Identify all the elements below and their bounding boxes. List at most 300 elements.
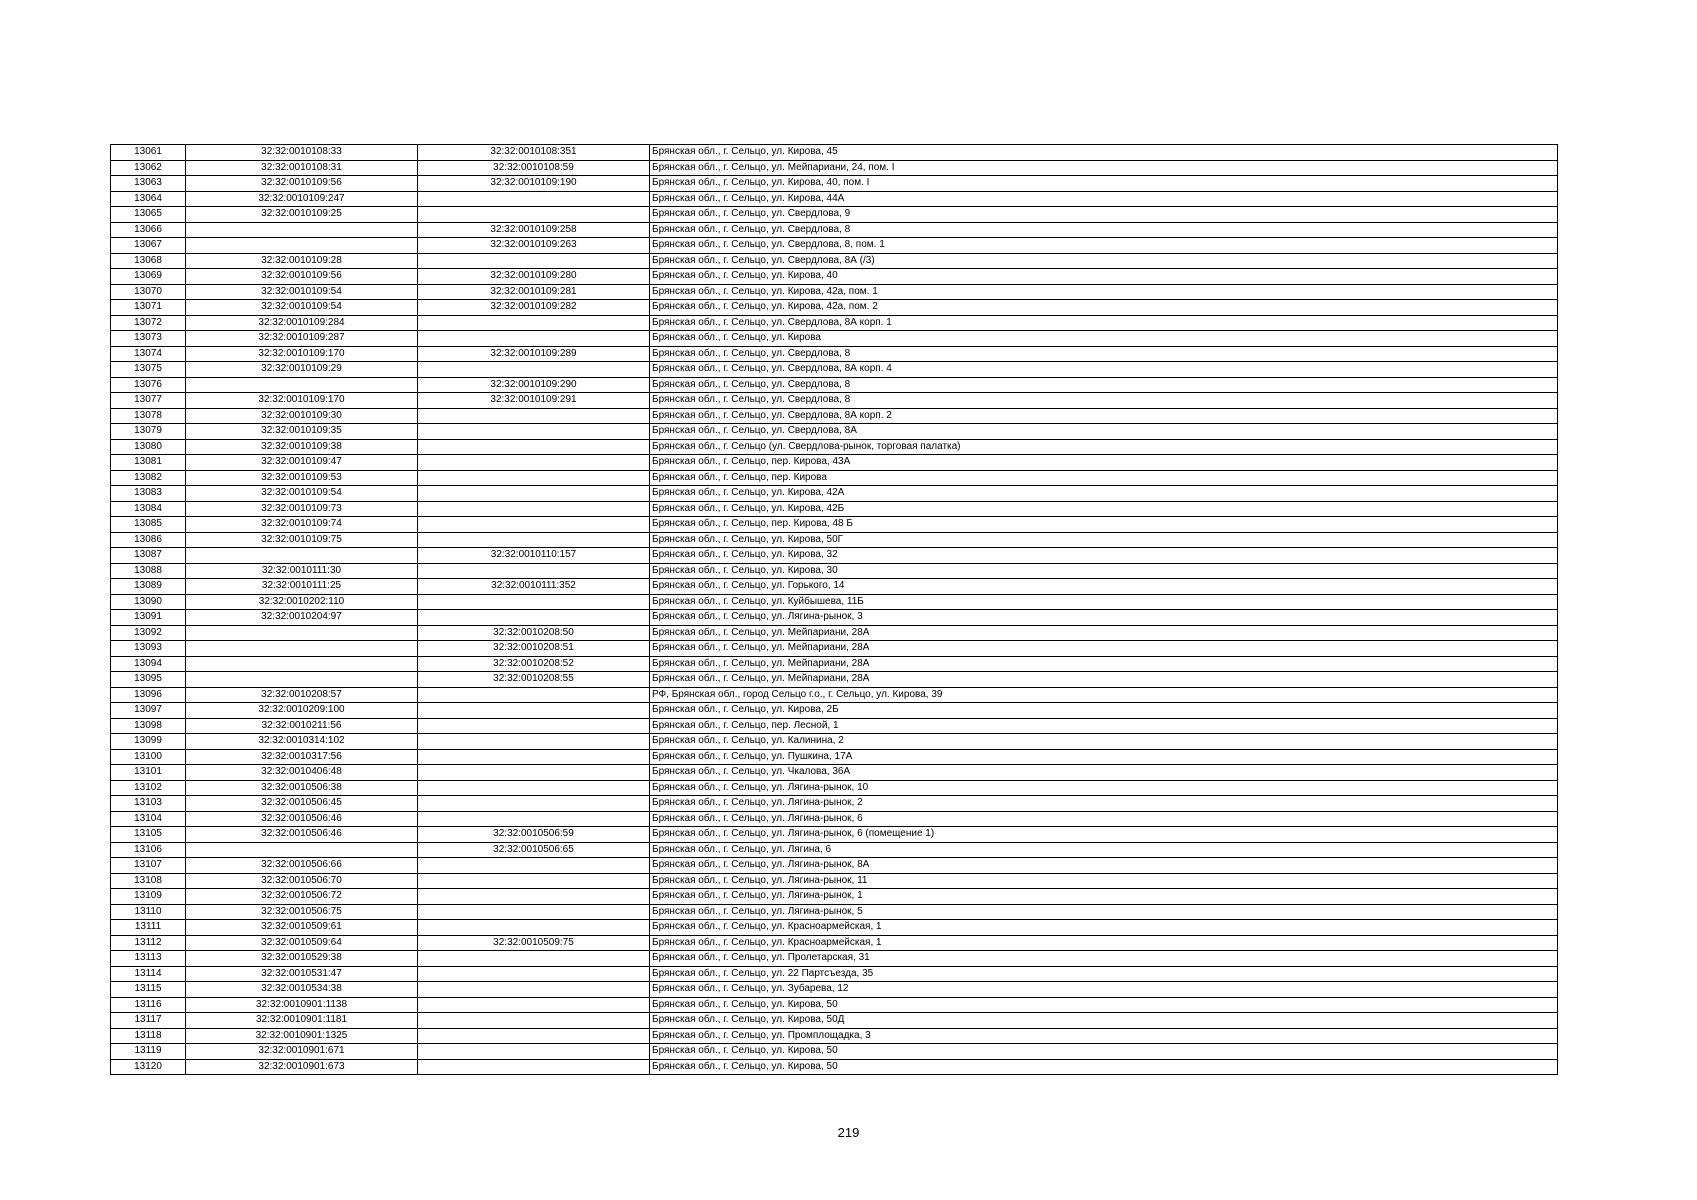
address-cell: Брянская обл., г. Сельцо, ул. Кирова, 44А [650,191,1558,207]
table-row [111,796,1558,812]
object-cadastral-number-cell [418,191,650,207]
registry-table [110,144,1558,1075]
row-number-cell: 13079 [111,424,186,440]
row-number-cell: 13120 [111,1059,186,1075]
table-row [111,408,1558,424]
table-row [111,873,1558,889]
table-row [111,424,1558,440]
land-cadastral-number-cell: 32:32:0010506:46 [186,811,418,827]
table-row [111,672,1558,688]
land-cadastral-number-cell: 32:32:0010506:66 [186,858,418,874]
row-number-cell: 13075 [111,362,186,378]
address-cell: Брянская обл., г. Сельцо, ул. Кирова, 42а, пом. 2 [650,300,1558,316]
land-cadastral-number-cell [186,548,418,564]
object-cadastral-number-cell [418,982,650,998]
object-cadastral-number-cell [418,904,650,920]
object-cadastral-number-cell: 32:32:0010509:75 [418,935,650,951]
address-cell: Брянская обл., г. Сельцо, пер. Лесной, 1 [650,718,1558,734]
object-cadastral-number-cell: 32:32:0010110:157 [418,548,650,564]
object-cadastral-number-cell [418,532,650,548]
address-cell: Брянская обл., г. Сельцо, ул. Кирова, 40 [650,269,1558,285]
object-cadastral-number-cell [418,439,650,455]
land-cadastral-number-cell: 32:32:0010111:25 [186,579,418,595]
land-cadastral-number-cell: 32:32:0010109:75 [186,532,418,548]
row-number-cell: 13087 [111,548,186,564]
address-cell: Брянская обл., г. Сельцо, ул. Кирова, 50Д [650,1013,1558,1029]
object-cadastral-number-cell [418,207,650,223]
table-row [111,176,1558,192]
object-cadastral-number-cell: 32:32:0010109:282 [418,300,650,316]
land-cadastral-number-cell: 32:32:0010531:47 [186,966,418,982]
land-cadastral-number-cell: 32:32:0010109:56 [186,176,418,192]
row-number-cell: 13066 [111,222,186,238]
table-row [111,207,1558,223]
table-row [111,532,1558,548]
row-number-cell: 13070 [111,284,186,300]
land-cadastral-number-cell: 32:32:0010901:1325 [186,1028,418,1044]
row-number-cell: 13099 [111,734,186,750]
address-cell: Брянская обл., г. Сельцо, ул. Мейпариани, 28А [650,672,1558,688]
table-row [111,780,1558,796]
object-cadastral-number-cell: 32:32:0010109:190 [418,176,650,192]
land-cadastral-number-cell: 32:32:0010406:48 [186,765,418,781]
land-cadastral-number-cell: 32:32:0010108:31 [186,160,418,176]
row-number-cell: 13102 [111,780,186,796]
row-number-cell: 13083 [111,486,186,502]
object-cadastral-number-cell [418,331,650,347]
row-number-cell: 13111 [111,920,186,936]
table-row [111,594,1558,610]
land-cadastral-number-cell: 32:32:0010109:54 [186,486,418,502]
row-number-cell: 13072 [111,315,186,331]
object-cadastral-number-cell: 32:32:0010109:289 [418,346,650,362]
land-cadastral-number-cell: 32:32:0010108:33 [186,145,418,161]
object-cadastral-number-cell: 32:32:0010108:59 [418,160,650,176]
row-number-cell: 13091 [111,610,186,626]
address-cell: Брянская обл., г. Сельцо, ул. Пролетарская, 31 [650,951,1558,967]
address-cell: Брянская обл., г. Сельцо, пер. Кирова [650,470,1558,486]
address-cell: Брянская обл., г. Сельцо, ул. Красноармейская, 1 [650,920,1558,936]
land-cadastral-number-cell: 32:32:0010529:38 [186,951,418,967]
address-cell: Брянская обл., г. Сельцо, ул. Чкалова, 36А [650,765,1558,781]
row-number-cell: 13105 [111,827,186,843]
land-cadastral-number-cell [186,842,418,858]
address-cell: Брянская обл., г. Сельцо, ул. Горького, 14 [650,579,1558,595]
table-row [111,579,1558,595]
land-cadastral-number-cell: 32:32:0010506:72 [186,889,418,905]
table-row [111,269,1558,285]
address-cell: Брянская обл., г. Сельцо, ул. Мейпариани, 28А [650,641,1558,657]
table-row [111,300,1558,316]
land-cadastral-number-cell [186,625,418,641]
table-row [111,1013,1558,1029]
address-cell: Брянская обл., г. Сельцо, ул. Кирова, 2Б [650,703,1558,719]
object-cadastral-number-cell [418,858,650,874]
address-cell: Брянская обл., г. Сельцо, ул. Кирова, 50 [650,1044,1558,1060]
address-cell: Брянская обл., г. Сельцо, ул. Свердлова, 8А [650,424,1558,440]
table-row [111,377,1558,393]
row-number-cell: 13071 [111,300,186,316]
row-number-cell: 13113 [111,951,186,967]
object-cadastral-number-cell: 32:32:0010208:55 [418,672,650,688]
table-row [111,842,1558,858]
land-cadastral-number-cell: 32:32:0010204:97 [186,610,418,626]
land-cadastral-number-cell: 32:32:0010109:247 [186,191,418,207]
row-number-cell: 13073 [111,331,186,347]
table-row [111,238,1558,254]
object-cadastral-number-cell [418,610,650,626]
row-number-cell: 13074 [111,346,186,362]
address-cell: Брянская обл., г. Сельцо, ул. Лягина, 6 [650,842,1558,858]
table-row [111,935,1558,951]
table-row [111,191,1558,207]
row-number-cell: 13092 [111,625,186,641]
address-cell: Брянская обл., г. Сельцо, ул. Лягина-рынок, 8А [650,858,1558,874]
table-row [111,470,1558,486]
address-cell: Брянская обл., г. Сельцо, ул. Свердлова, 8А (/3) [650,253,1558,269]
table-row [111,563,1558,579]
address-cell: Брянская обл., г. Сельцо, ул. Куйбышева, 11Б [650,594,1558,610]
address-cell: Брянская обл., г. Сельцо, ул. Кирова, 42А [650,486,1558,502]
row-number-cell: 13094 [111,656,186,672]
land-cadastral-number-cell: 32:32:0010109:54 [186,284,418,300]
object-cadastral-number-cell: 32:32:0010111:352 [418,579,650,595]
address-cell: Брянская обл., г. Сельцо, ул. Лягина-рынок, 10 [650,780,1558,796]
table-row [111,1044,1558,1060]
land-cadastral-number-cell: 32:32:0010534:38 [186,982,418,998]
land-cadastral-number-cell: 32:32:0010506:38 [186,780,418,796]
land-cadastral-number-cell: 32:32:0010109:284 [186,315,418,331]
object-cadastral-number-cell [418,765,650,781]
object-cadastral-number-cell [418,889,650,905]
table-row [111,222,1558,238]
land-cadastral-number-cell: 32:32:0010509:64 [186,935,418,951]
page-number: 219 [837,1125,860,1140]
address-cell: Брянская обл., г. Сельцо, ул. Кирова, 45 [650,145,1558,161]
land-cadastral-number-cell: 32:32:0010209:100 [186,703,418,719]
object-cadastral-number-cell [418,455,650,471]
row-number-cell: 13118 [111,1028,186,1044]
land-cadastral-number-cell: 32:32:0010901:1181 [186,1013,418,1029]
table-row [111,827,1558,843]
table-row [111,548,1558,564]
row-number-cell: 13106 [111,842,186,858]
address-cell: Брянская обл., г. Сельцо, ул. Свердлова, 8 [650,346,1558,362]
address-cell: Брянская обл., г. Сельцо, ул. Кирова, 50Г [650,532,1558,548]
row-number-cell: 13068 [111,253,186,269]
land-cadastral-number-cell [186,656,418,672]
address-cell: Брянская обл., г. Сельцо, ул. Кирова, 40, пом. I [650,176,1558,192]
object-cadastral-number-cell [418,811,650,827]
address-cell: Брянская обл., г. Сельцо, ул. Кирова [650,331,1558,347]
object-cadastral-number-cell: 32:32:0010506:59 [418,827,650,843]
land-cadastral-number-cell: 32:32:0010109:170 [186,346,418,362]
row-number-cell: 13080 [111,439,186,455]
row-number-cell: 13088 [111,563,186,579]
object-cadastral-number-cell: 32:32:0010208:51 [418,641,650,657]
address-cell: Брянская обл., г. Сельцо, пер. Кирова, 48 Б [650,517,1558,533]
table-row [111,734,1558,750]
table-row [111,765,1558,781]
row-number-cell: 13101 [111,765,186,781]
row-number-cell: 13065 [111,207,186,223]
object-cadastral-number-cell [418,408,650,424]
object-cadastral-number-cell [418,780,650,796]
table-row [111,253,1558,269]
table-row [111,315,1558,331]
object-cadastral-number-cell: 32:32:0010208:50 [418,625,650,641]
land-cadastral-number-cell: 32:32:0010208:57 [186,687,418,703]
table-row [111,160,1558,176]
row-number-cell: 13108 [111,873,186,889]
address-cell: Брянская обл., г. Сельцо, ул. Лягина-рынок, 6 (помещение 1) [650,827,1558,843]
object-cadastral-number-cell [418,424,650,440]
table-row [111,362,1558,378]
table-row [111,889,1558,905]
row-number-cell: 13115 [111,982,186,998]
object-cadastral-number-cell [418,486,650,502]
table-row [111,610,1558,626]
table-row [111,439,1558,455]
land-cadastral-number-cell: 32:32:0010109:73 [186,501,418,517]
table-row [111,1059,1558,1075]
table-row [111,501,1558,517]
land-cadastral-number-cell: 32:32:0010109:25 [186,207,418,223]
land-cadastral-number-cell: 32:32:0010317:56 [186,749,418,765]
address-cell: Брянская обл., г. Сельцо, ул. Лягина-рынок, 11 [650,873,1558,889]
land-cadastral-number-cell: 32:32:0010109:170 [186,393,418,409]
address-cell: Брянская обл., г. Сельцо, ул. Кирова, 50 [650,997,1558,1013]
address-cell: Брянская обл., г. Сельцо, ул. Мейпариани, 28А [650,625,1558,641]
table-row [111,346,1558,362]
row-number-cell: 13107 [111,858,186,874]
address-cell: Брянская обл., г. Сельцо, ул. Мейпариани, 24, пом. I [650,160,1558,176]
object-cadastral-number-cell [418,1028,650,1044]
row-number-cell: 13067 [111,238,186,254]
land-cadastral-number-cell [186,377,418,393]
object-cadastral-number-cell: 32:32:0010109:258 [418,222,650,238]
table-row [111,145,1558,161]
object-cadastral-number-cell [418,594,650,610]
table-row [111,393,1558,409]
address-cell: Брянская обл., г. Сельцо, ул. Кирова, 30 [650,563,1558,579]
object-cadastral-number-cell: 32:32:0010208:52 [418,656,650,672]
land-cadastral-number-cell [186,672,418,688]
land-cadastral-number-cell: 32:32:0010109:54 [186,300,418,316]
land-cadastral-number-cell: 32:32:0010314:102 [186,734,418,750]
address-cell: Брянская обл., г. Сельцо, ул. Лягина-рынок, 3 [650,610,1558,626]
address-cell: Брянская обл., г. Сельцо, ул. Свердлова, 8 [650,377,1558,393]
object-cadastral-number-cell [418,253,650,269]
row-number-cell: 13117 [111,1013,186,1029]
table-row [111,920,1558,936]
table-row [111,625,1558,641]
row-number-cell: 13093 [111,641,186,657]
land-cadastral-number-cell: 32:32:0010509:61 [186,920,418,936]
row-number-cell: 13097 [111,703,186,719]
object-cadastral-number-cell [418,749,650,765]
row-number-cell: 13119 [111,1044,186,1060]
row-number-cell: 13082 [111,470,186,486]
row-number-cell: 13076 [111,377,186,393]
land-cadastral-number-cell: 32:32:0010109:30 [186,408,418,424]
table-row [111,455,1558,471]
row-number-cell: 13112 [111,935,186,951]
address-cell: Брянская обл., г. Сельцо, ул. Свердлова, 8А корп. 2 [650,408,1558,424]
row-number-cell: 13077 [111,393,186,409]
table-row [111,951,1558,967]
object-cadastral-number-cell: 32:32:0010109:281 [418,284,650,300]
address-cell: Брянская обл., г. Сельцо, ул. Кирова, 32 [650,548,1558,564]
land-cadastral-number-cell: 32:32:0010901:671 [186,1044,418,1060]
address-cell: Брянская обл., г. Сельцо, ул. Лягина-рынок, 1 [650,889,1558,905]
table-row [111,749,1558,765]
land-cadastral-number-cell: 32:32:0010506:46 [186,827,418,843]
address-cell: Брянская обл., г. Сельцо, ул. Свердлова, 9 [650,207,1558,223]
row-number-cell: 13084 [111,501,186,517]
address-cell: Брянская обл., г. Сельцо, ул. Свердлова, 8 [650,222,1558,238]
row-number-cell: 13114 [111,966,186,982]
address-cell: Брянская обл., г. Сельцо (ул. Свердлова-рынок, торговая палатка) [650,439,1558,455]
address-cell: Брянская обл., г. Сельцо, ул. Промплощадка, 3 [650,1028,1558,1044]
table-row [111,641,1558,657]
row-number-cell: 13062 [111,160,186,176]
address-cell: Брянская обл., г. Сельцо, ул. Зубарева, 12 [650,982,1558,998]
address-cell: Брянская обл., г. Сельцо, ул. Свердлова, 8, пом. 1 [650,238,1558,254]
object-cadastral-number-cell [418,796,650,812]
row-number-cell: 13061 [111,145,186,161]
object-cadastral-number-cell [418,362,650,378]
address-cell: Брянская обл., г. Сельцо, ул. Лягина-рынок, 6 [650,811,1558,827]
object-cadastral-number-cell [418,1044,650,1060]
land-cadastral-number-cell: 32:32:0010109:38 [186,439,418,455]
row-number-cell: 13086 [111,532,186,548]
table-row [111,284,1558,300]
table-row [111,703,1558,719]
object-cadastral-number-cell [418,1059,650,1075]
table-row [111,858,1558,874]
object-cadastral-number-cell [418,873,650,889]
object-cadastral-number-cell: 32:32:0010109:280 [418,269,650,285]
table-row [111,1028,1558,1044]
row-number-cell: 13081 [111,455,186,471]
row-number-cell: 13095 [111,672,186,688]
row-number-cell: 13096 [111,687,186,703]
object-cadastral-number-cell: 32:32:0010506:65 [418,842,650,858]
address-cell: РФ, Брянская обл., город Сельцо г.о., г. Сельцо, ул. Кирова, 39 [650,687,1558,703]
row-number-cell: 13063 [111,176,186,192]
land-cadastral-number-cell: 32:32:0010109:287 [186,331,418,347]
table-row [111,982,1558,998]
object-cadastral-number-cell [418,703,650,719]
table-row [111,966,1558,982]
row-number-cell: 13090 [111,594,186,610]
row-number-cell: 13089 [111,579,186,595]
object-cadastral-number-cell [418,997,650,1013]
table-row [111,718,1558,734]
object-cadastral-number-cell [418,470,650,486]
land-cadastral-number-cell: 32:32:0010109:29 [186,362,418,378]
object-cadastral-number-cell: 32:32:0010109:263 [418,238,650,254]
object-cadastral-number-cell: 32:32:0010108:351 [418,145,650,161]
row-number-cell: 13078 [111,408,186,424]
address-cell: Брянская обл., г. Сельцо, ул. Кирова, 42а, пом. 1 [650,284,1558,300]
object-cadastral-number-cell [418,951,650,967]
row-number-cell: 13104 [111,811,186,827]
address-cell: Брянская обл., г. Сельцо, пер. Кирова, 43А [650,455,1558,471]
table-row [111,811,1558,827]
land-cadastral-number-cell [186,238,418,254]
table-row [111,687,1558,703]
address-cell: Брянская обл., г. Сельцо, ул. Кирова, 50 [650,1059,1558,1075]
row-number-cell: 13116 [111,997,186,1013]
row-number-cell: 13100 [111,749,186,765]
registry-table-body [111,145,1558,1075]
row-number-cell: 13085 [111,517,186,533]
object-cadastral-number-cell: 32:32:0010109:291 [418,393,650,409]
object-cadastral-number-cell [418,1013,650,1029]
land-cadastral-number-cell: 32:32:0010109:28 [186,253,418,269]
land-cadastral-number-cell: 32:32:0010901:673 [186,1059,418,1075]
object-cadastral-number-cell [418,734,650,750]
land-cadastral-number-cell: 32:32:0010901:1138 [186,997,418,1013]
object-cadastral-number-cell [418,966,650,982]
land-cadastral-number-cell [186,222,418,238]
address-cell: Брянская обл., г. Сельцо, ул. Кирова, 42Б [650,501,1558,517]
object-cadastral-number-cell [418,920,650,936]
object-cadastral-number-cell [418,718,650,734]
row-number-cell: 13069 [111,269,186,285]
land-cadastral-number-cell: 32:32:0010506:70 [186,873,418,889]
table-row [111,517,1558,533]
land-cadastral-number-cell: 32:32:0010109:35 [186,424,418,440]
land-cadastral-number-cell: 32:32:0010506:45 [186,796,418,812]
land-cadastral-number-cell: 32:32:0010202:110 [186,594,418,610]
land-cadastral-number-cell: 32:32:0010109:53 [186,470,418,486]
land-cadastral-number-cell: 32:32:0010109:74 [186,517,418,533]
object-cadastral-number-cell [418,563,650,579]
row-number-cell: 13103 [111,796,186,812]
address-cell: Брянская обл., г. Сельцо, ул. Калинина, 2 [650,734,1558,750]
object-cadastral-number-cell [418,517,650,533]
land-cadastral-number-cell: 32:32:0010111:30 [186,563,418,579]
address-cell: Брянская обл., г. Сельцо, ул. Мейпариани, 28А [650,656,1558,672]
row-number-cell: 13109 [111,889,186,905]
row-number-cell: 13110 [111,904,186,920]
object-cadastral-number-cell: 32:32:0010109:290 [418,377,650,393]
address-cell: Брянская обл., г. Сельцо, ул. Лягина-рынок, 2 [650,796,1558,812]
address-cell: Брянская обл., г. Сельцо, ул. Свердлова, 8 [650,393,1558,409]
row-number-cell: 13064 [111,191,186,207]
table-row [111,656,1558,672]
land-cadastral-number-cell: 32:32:0010506:75 [186,904,418,920]
table-row [111,331,1558,347]
object-cadastral-number-cell [418,687,650,703]
land-cadastral-number-cell: 32:32:0010211:56 [186,718,418,734]
table-row [111,904,1558,920]
object-cadastral-number-cell [418,501,650,517]
address-cell: Брянская обл., г. Сельцо, ул. Красноармейская, 1 [650,935,1558,951]
land-cadastral-number-cell [186,641,418,657]
address-cell: Брянская обл., г. Сельцо, ул. 22 Партсъезда, 35 [650,966,1558,982]
object-cadastral-number-cell [418,315,650,331]
address-cell: Брянская обл., г. Сельцо, ул. Свердлова, 8А корп. 4 [650,362,1558,378]
table-row [111,997,1558,1013]
table-row [111,486,1558,502]
address-cell: Брянская обл., г. Сельцо, ул. Пушкина, 17А [650,749,1558,765]
row-number-cell: 13098 [111,718,186,734]
address-cell: Брянская обл., г. Сельцо, ул. Свердлова, 8А корп. 1 [650,315,1558,331]
